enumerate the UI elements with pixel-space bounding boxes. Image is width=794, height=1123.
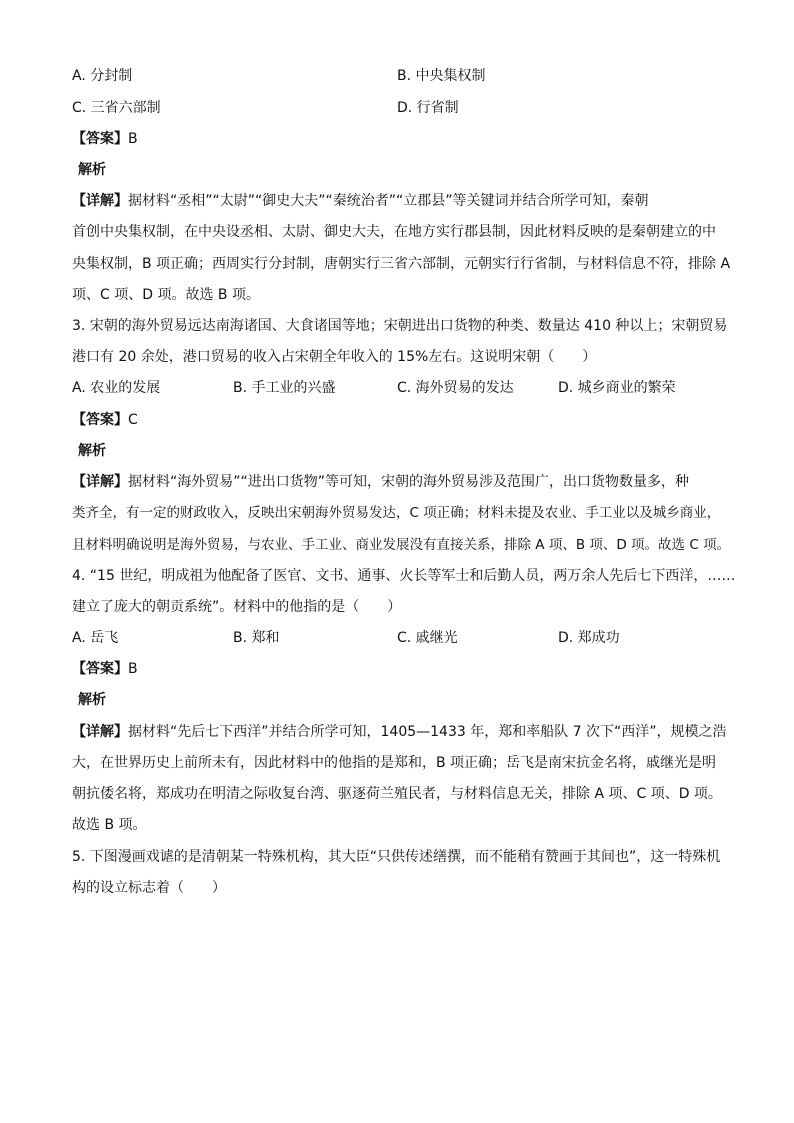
q2-option-c: C. 三省六部制 xyxy=(72,100,161,116)
q3-option-c: C. 海外贸易的发达 xyxy=(397,380,514,396)
q4-option-b: B. 郑和 xyxy=(233,630,280,646)
q3-answer xyxy=(72,410,138,430)
q3-option-a: A. 农业的发展 xyxy=(72,380,161,396)
detail-text: 据材料“海外贸易”“进出口货物”等可知，宋朝的海外贸易涉及范围广，出口货物数量多，种 xyxy=(128,474,690,490)
q3-stem-line-1: 3. 宋朝的海外贸易远达南海诸国、大食诸国等地；宋朝进出口货物的种类、数量达 410 种以上；宋朝贸易 xyxy=(72,318,728,334)
q3-option-b: B. 手工业的兴盛 xyxy=(233,380,336,396)
q3-option-d: D. 城乡商业的繁荣 xyxy=(558,380,676,396)
q4-stem-line-2: 建立了庞大的朝贡系统”。材料中的他指的是（ ） xyxy=(72,599,402,615)
q4-option-c: C. 戚继光 xyxy=(397,630,458,646)
q3-analysis-heading: 解析 xyxy=(78,443,106,459)
answer-label: 【答案】 xyxy=(72,412,128,428)
q2-option-a: A. 分封制 xyxy=(72,68,133,84)
q2-answer xyxy=(72,129,138,149)
q2-detail-line-1 xyxy=(72,191,649,211)
q4-analysis-heading: 解析 xyxy=(78,692,106,708)
detail-label: 【详解】 xyxy=(72,724,128,740)
q3-detail-line-2: 类齐全，有一定的财政收入，反映出宋朝海外贸易发达，C 项正确；材料未提及农业、手工业以及城乡商业， xyxy=(72,505,721,521)
q4-option-d: D. 郑成功 xyxy=(558,630,620,646)
q2-analysis-heading: 解析 xyxy=(78,162,106,178)
q2-option-b: B. 中央集权制 xyxy=(397,68,486,84)
q4-answer xyxy=(72,659,138,679)
q4-stem-line-1: 4. “15 世纪，明成祖为他配备了医官、文书、通事、火长等军士和后勤人员，两万余人先后七下西洋，…… xyxy=(72,568,736,584)
answer-value: B xyxy=(128,131,138,147)
q2-detail-line-2: 首创中央集权制，在中央设丞相、太尉、御史大夫，在地方实行郡县制，因此材料反映的是秦朝建立的中 xyxy=(72,224,716,240)
q4-detail-line-4: 故选 B 项。 xyxy=(72,817,147,833)
answer-label: 【答案】 xyxy=(72,131,128,147)
q2-detail-line-4: 项、C 项、D 项。故选 B 项。 xyxy=(72,287,260,303)
q2-detail-line-3: 央集权制，B 项正确；西周实行分封制，唐朝实行三省六部制，元朝实行行省制，与材料信息不符，排除 A xyxy=(72,256,731,272)
detail-label: 【详解】 xyxy=(72,193,128,209)
q5-stem-line-1: 5. 下图漫画戏谑的是清朝某一特殊机构，其大臣“只供传述缮撰，而不能稍有赞画于其间也”，这一特殊机 xyxy=(72,849,721,865)
q4-detail-line-1 xyxy=(72,722,727,742)
detail-text: 据材料“先后七下西洋”并结合所学可知，1405—1433 年，郑和率船队 7 次下“西洋”，规模之浩 xyxy=(128,724,727,740)
q4-detail-line-3: 朝抗倭名将，郑成功在明清之际收复台湾、驱逐荷兰殖民者，与材料信息无关，排除 A 项、C 项、D 项。 xyxy=(72,786,722,802)
q3-detail-line-3: 且材料明确说明是海外贸易，与农业、手工业、商业发展没有直接关系，排除 A 项、B 项、D 项。故选 C 项。 xyxy=(72,537,731,553)
q2-option-d: D. 行省制 xyxy=(397,100,459,116)
q3-stem-line-2: 港口有 20 余处，港口贸易的收入占宋朝全年收入的 15%左右。这说明宋朝（ ） xyxy=(72,349,597,365)
q4-option-a: A. 岳飞 xyxy=(72,630,119,646)
q4-detail-line-2: 大，在世界历史上前所未有，因此材料中的他指的是郑和，B 项正确；岳飞是南宋抗金名将，戚继光是明 xyxy=(72,755,717,771)
answer-value: B xyxy=(128,661,138,677)
detail-text: 据材料“丞相”“太尉”“御史大夫”“秦统治者”“立郡县”等关键词并结合所学可知，秦朝 xyxy=(128,193,649,209)
answer-label: 【答案】 xyxy=(72,661,128,677)
detail-label: 【详解】 xyxy=(72,474,128,490)
answer-value: C xyxy=(128,412,138,428)
q3-detail-line-1 xyxy=(72,472,689,492)
q5-stem-line-2: 构的设立标志着（ ） xyxy=(72,880,226,896)
